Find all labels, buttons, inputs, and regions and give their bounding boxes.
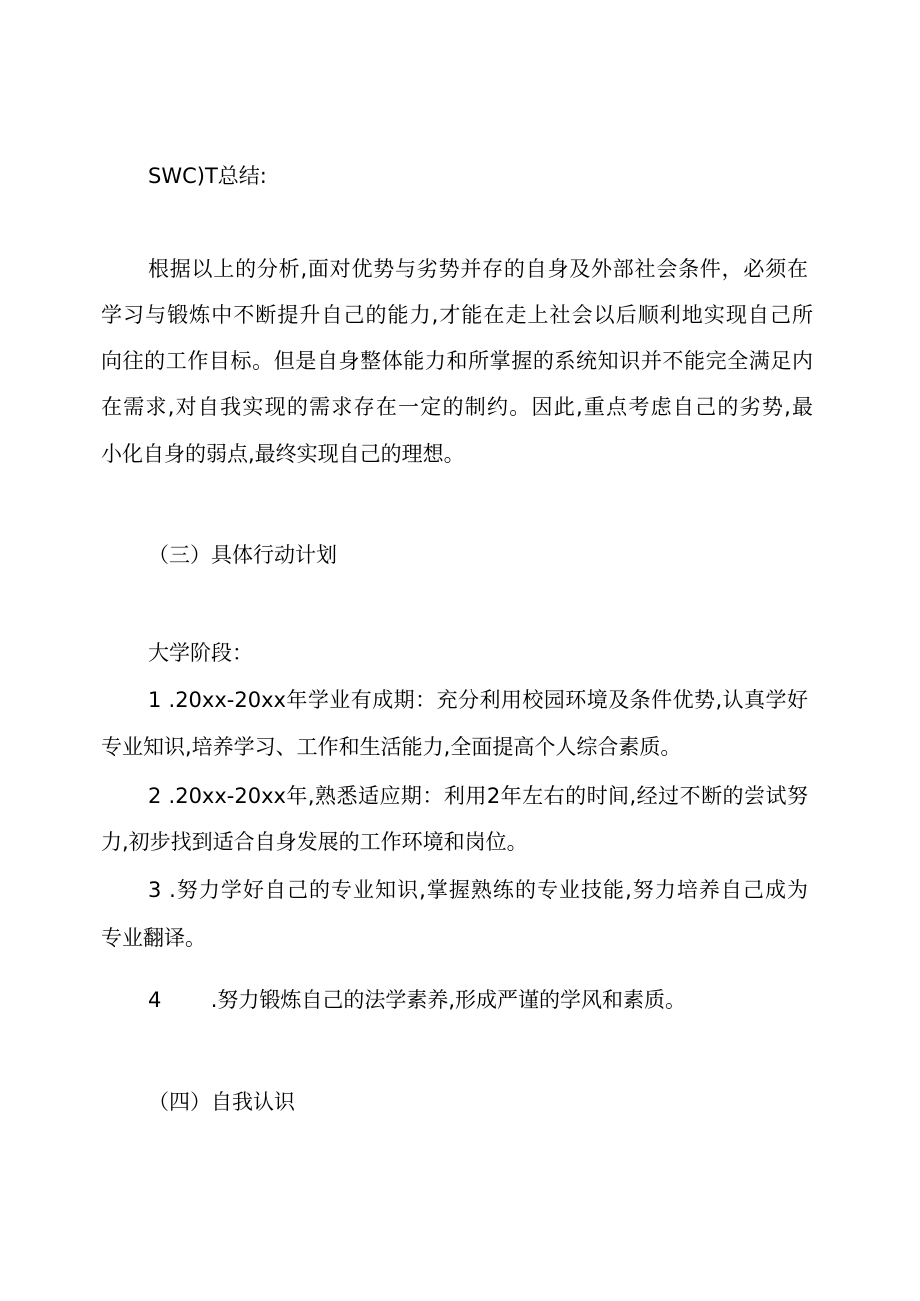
summary-line-4: 在需求,对自我实现的需求存在一定的制约。因此,重点考虑自己的劣势,最	[101, 395, 813, 419]
plan-item-1-line-2: 专业知识,培养学习、工作和生活能力,全面提高个人综合素质。	[101, 735, 682, 759]
plan-item-3-line-1	[148, 876, 808, 904]
plan-item-3-line-2: 专业翻译。	[101, 926, 206, 950]
plan-item-number: 1	[148, 688, 162, 712]
summary-line-3: 向往的工作目标。但是自身整体能力和所掌握的系统知识并不能完全满足内	[101, 349, 813, 373]
plan-item-4-line-1	[148, 986, 868, 1014]
plan-item-text: .努力学好自己的专业知识,掌握熟练的专业技能,努力培养自己成为	[169, 878, 808, 902]
plan-item-text: .20xx-20xx年,熟悉适应期：利用2年左右的时间,经过不断的尝试努	[168, 784, 808, 808]
plan-item-number: 4	[148, 988, 162, 1012]
summary-line-5: 小化自身的弱点,最终实现自己的理想。	[101, 442, 465, 466]
plan-item-text: .20xx-20xx年学业有成期：充分利用校园环境及条件优势,认真学好	[168, 688, 808, 712]
plan-item-number: 2	[148, 784, 162, 808]
plan-item-1-line-1	[148, 686, 808, 714]
plan-item-number: 3	[148, 878, 162, 902]
plan-item-2-line-2: 力,初步找到适合自身发展的工作环境和岗位。	[101, 830, 528, 854]
section-4-heading: （四）自我认识	[148, 1090, 295, 1114]
swot-summary-heading: SWC)T总结:	[148, 164, 267, 188]
plan-item-2-line-1	[148, 782, 808, 810]
section-3-heading: （三）具体行动计划	[148, 543, 337, 567]
summary-line-2: 学习与锻炼中不断提升自己的能力,才能在走上社会以后顺利地实现自己所	[101, 303, 813, 327]
university-stage-label: 大学阶段：	[148, 641, 253, 665]
summary-line-1: 根据以上的分析,面对优势与劣势并存的自身及外部社会条件，必须在	[148, 257, 808, 281]
plan-item-text: .努力锻炼自己的法学素养,形成严谨的学风和素质。	[210, 988, 687, 1012]
